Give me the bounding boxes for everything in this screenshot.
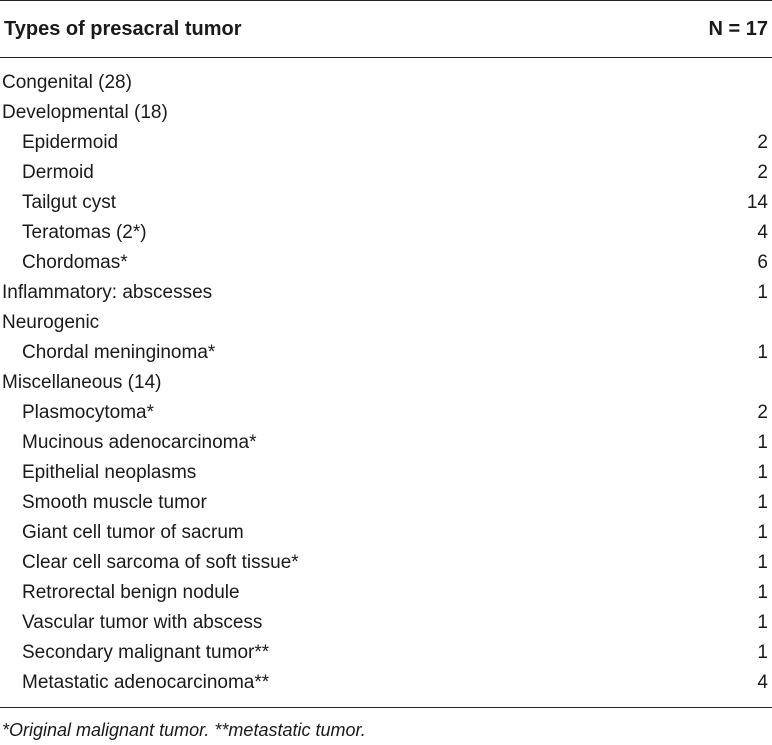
table-row: [0, 188, 772, 218]
row-label: Plasmocytoma*: [22, 402, 154, 423]
table-bottom-rule: [0, 707, 772, 708]
row-value: 2: [757, 162, 768, 183]
row-label: Congenital (28): [2, 72, 132, 93]
row-label: Miscellaneous (14): [2, 372, 162, 393]
row-label: Mucinous adenocarcinoma*: [22, 432, 257, 453]
row-value: 1: [757, 582, 768, 603]
table-header-rule: [0, 57, 772, 58]
table-header-row: [0, 1, 772, 57]
table-row: [0, 308, 772, 338]
row-value: 1: [757, 522, 768, 543]
row-value: 6: [757, 252, 768, 273]
row-label: Chordal meninginoma*: [22, 342, 216, 363]
table-row: [0, 578, 772, 608]
table-row: [0, 338, 772, 368]
row-value: 1: [757, 432, 768, 453]
header-type-label: Types of presacral tumor: [4, 17, 242, 40]
row-label: Giant cell tumor of sacrum: [22, 522, 244, 543]
table-row: [0, 278, 772, 308]
row-label: Secondary malignant tumor**: [22, 642, 270, 663]
row-value: 2: [757, 132, 768, 153]
row-label: Epidermoid: [22, 132, 119, 153]
row-value: 1: [757, 282, 768, 303]
row-value: 4: [757, 672, 768, 693]
table-row: [0, 488, 772, 518]
row-label: Smooth muscle tumor: [22, 492, 207, 513]
row-label: Metastatic adenocarcinoma**: [22, 672, 270, 693]
table-row: [0, 428, 772, 458]
table-row: [0, 638, 772, 668]
table-row: [0, 158, 772, 188]
table-row: [0, 668, 772, 698]
row-label: Dermoid: [22, 162, 94, 183]
row-value: 1: [757, 462, 768, 483]
row-label: Developmental (18): [2, 102, 168, 123]
row-label: Vascular tumor with abscess: [22, 612, 263, 633]
table-body: [0, 68, 772, 698]
row-label: Neurogenic: [2, 312, 100, 333]
row-value: 1: [757, 492, 768, 513]
row-label: Teratomas (2*): [22, 222, 147, 243]
row-label: Inflammatory: abscesses: [2, 282, 213, 303]
table-row: [0, 398, 772, 428]
row-label: Tailgut cyst: [22, 192, 116, 213]
table-row: [0, 458, 772, 488]
row-label: Epithelial neoplasms: [22, 462, 197, 483]
row-label: Retrorectal benign nodule: [22, 582, 240, 603]
table-row: [0, 608, 772, 638]
table-row: [0, 218, 772, 248]
row-value: 14: [746, 192, 768, 213]
row-label: Clear cell sarcoma of soft tissue*: [22, 552, 299, 573]
row-value: 4: [757, 222, 768, 243]
table-row: [0, 548, 772, 578]
table-row: [0, 368, 772, 398]
row-value: 1: [757, 612, 768, 633]
row-value: 1: [757, 642, 768, 663]
table-row: [0, 128, 772, 158]
table-row: [0, 98, 772, 128]
row-value: 1: [757, 552, 768, 573]
row-value: 2: [757, 402, 768, 423]
table-footnote: *Original malignant tumor. **metastatic tumor.: [2, 720, 366, 740]
table-row: [0, 248, 772, 278]
table-row: [0, 68, 772, 98]
header-n-label: N = 17: [708, 17, 768, 40]
row-label: Chordomas*: [22, 252, 128, 273]
table-row: [0, 518, 772, 548]
row-value: 1: [757, 342, 768, 363]
